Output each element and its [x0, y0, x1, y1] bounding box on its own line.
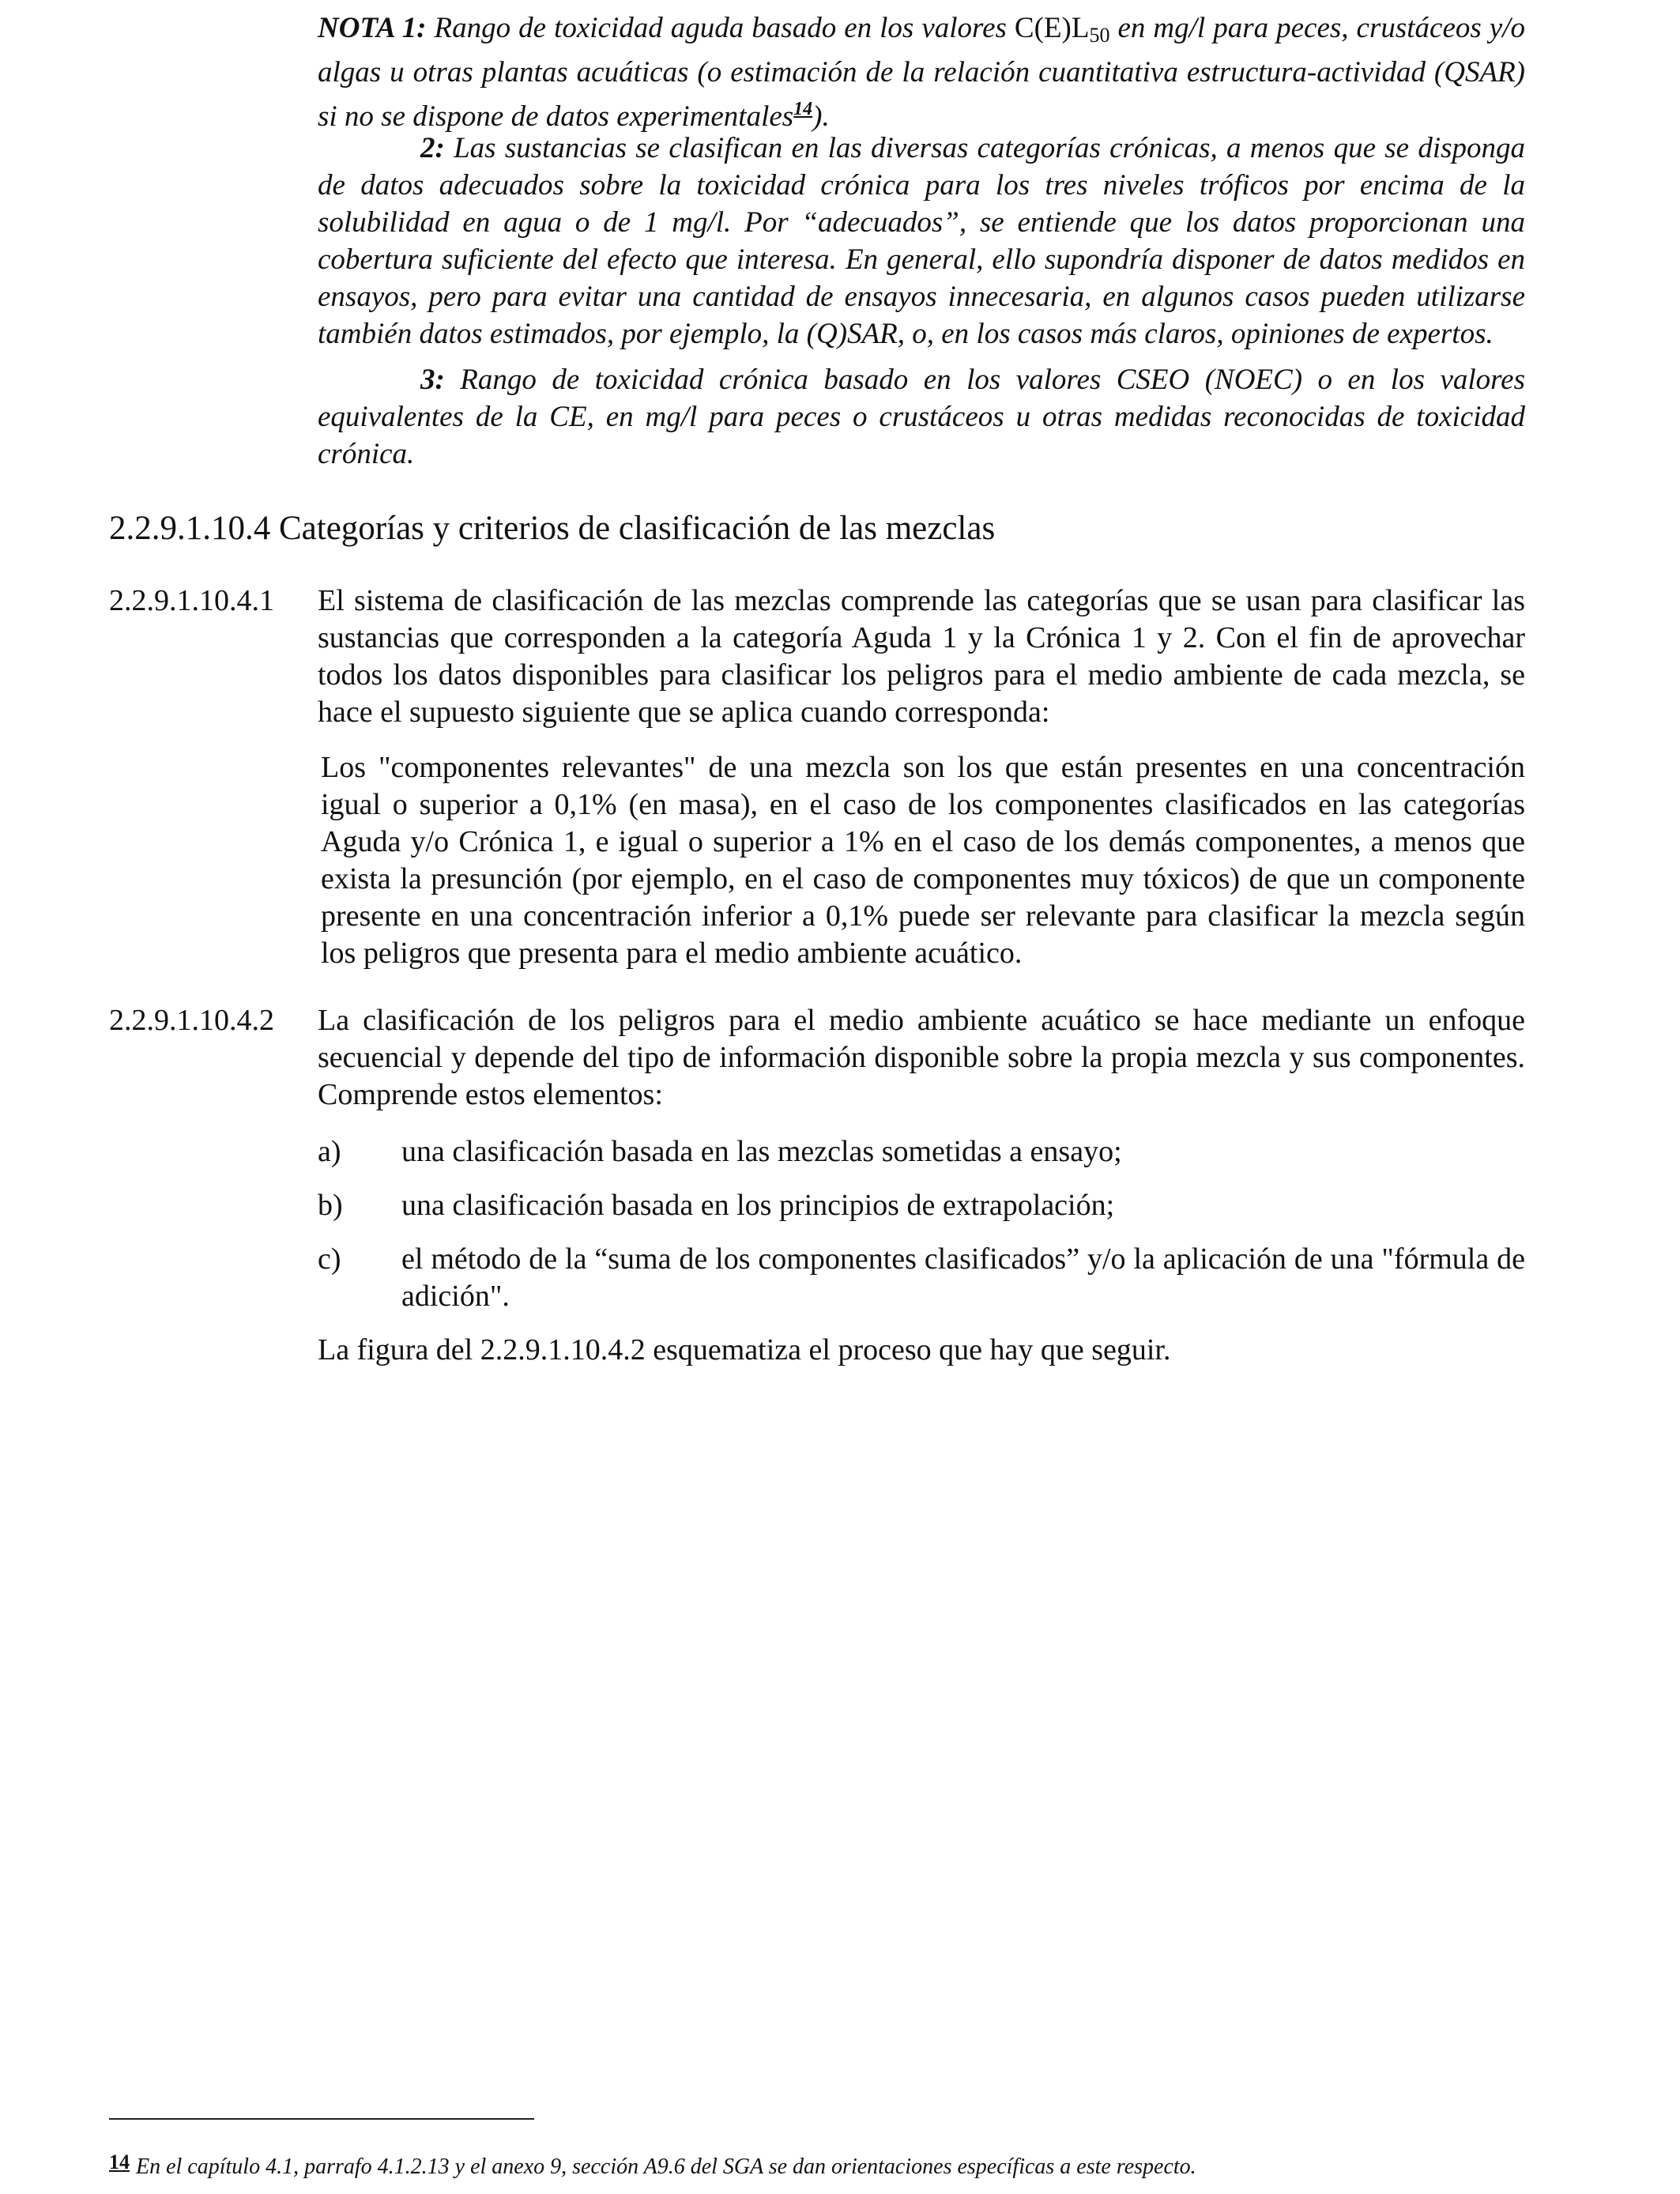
list-item-a: una clasificación basada en las mezclas sometidas a ensayo;	[401, 1135, 1122, 1168]
list-item-letter-c: c)	[318, 1242, 341, 1276]
note-1	[318, 9, 1525, 135]
note-3-label: 3:	[420, 364, 445, 396]
note-3	[318, 361, 1525, 473]
note-3-text: Rango de toxicidad crónica basado en los valores CSEO (NOEC) o en los valores equivalentes de la CE, en mg/l para peces o crustáceos u otras medidas reconocidas de toxicidad crónica.	[318, 364, 1525, 470]
note-1-label: NOTA 1:	[318, 12, 427, 44]
note-1-cel: C(E)L	[1014, 12, 1090, 44]
paragraph-1: El sistema de clasificación de las mezclas comprende las categorías que se usan para clasificar las sustancias que corresponden a la categoría Aguda 1 y la Crónica 1 y 2. Con el fin de aprovechar todos los datos disponibles para clasificar los peligros para el medio ambiente de cada mezcla, se hace el supuesto siguiente que se aplica cuando corresponda:	[318, 584, 1525, 729]
closing-sentence: La figura del 2.2.9.1.10.4.2 esquematiza el proceso que hay que seguir.	[318, 1333, 1171, 1367]
note-1-cel-subscript: 50	[1089, 24, 1110, 47]
section-heading: 2.2.9.1.10.4 Categorías y criterios de clasificación de las mezclas	[109, 510, 996, 547]
list-item-c: el método de la “suma de los componentes clasificados” y/o la aplicación de una "fórmula de adición".	[401, 1242, 1525, 1313]
note-2-text: Las sustancias se clasifican en las diversas categorías crónicas, a menos que se disponga de datos adecuados sobre la toxicidad crónica para los tres niveles tróficos por encima de la solubilidad en agua o de 1 mg/l. Por “adecuados”, se entiende que los datos proporcionan una cobertura suficiente del efecto que interesa. En general, ello supondría disponer de datos medidos en ensayos, pero para evitar una cantidad de ensayos innecesaria, en algunos casos pueden utilizarse también datos estimados, por ejemplo, la (Q)SAR, o, en los casos más claros, opiniones de expertos.	[318, 132, 1526, 350]
list-item-b: una clasificación basada en los principios de extrapolación;	[401, 1189, 1115, 1222]
footnote-text: En el capítulo 4.1, parrafo 4.1.2.13 y el anexo 9, sección A9.6 del SGA se dan orientaciones específicas a este respecto.	[136, 2154, 1196, 2179]
paragraph-2: La clasificación de los peligros para el medio ambiente acuático se hace mediante un enfoque secuencial y depende del tipo de información disponible sobre la propia mezcla y sus componentes. Comprende estos elementos:	[318, 1004, 1525, 1111]
note-1-text-b: en mg/l para peces, crustáceos y/o algas u otras plantas acuáticas (o estimación de la relación cuantitativa estructura-actividad (QSAR) si no se dispone de datos experimentales	[318, 12, 1525, 133]
paragraph-1-subparagraph: Los "componentes relevantes" de una mezcla son los que están presentes en una concentración igual o superior a 0,1% (en masa), en el caso de los componentes clasificados en las categorías Aguda y/o Crónica 1, e igual o superior a 1% en el caso de los demás componentes, a menos que exista la presunción (por ejemplo, en el caso de componentes muy tóxicos) de que un componente presente en una concentración inferior a 0,1% puede ser relevante para clasificar la mezcla según los peligros que presenta para el medio ambiente acuático.	[321, 751, 1525, 970]
list-item-letter-b: b)	[318, 1189, 343, 1222]
note-1-text-c: ).	[812, 100, 830, 133]
note-2	[318, 130, 1525, 352]
paragraph-number-1: 2.2.9.1.10.4.1	[109, 584, 274, 617]
paragraph-number-2: 2.2.9.1.10.4.2	[109, 1004, 274, 1037]
note-1-text-a: Rango de toxicidad aguda basado en los valores	[434, 12, 1015, 44]
note-2-label: 2:	[420, 132, 445, 164]
footnote	[109, 2148, 1196, 2181]
footnote-separator	[109, 2118, 534, 2120]
footnote-reference[interactable]: 14	[793, 99, 813, 119]
list-item-letter-a: a)	[318, 1135, 341, 1168]
footnote-mark: 14	[109, 2151, 130, 2173]
